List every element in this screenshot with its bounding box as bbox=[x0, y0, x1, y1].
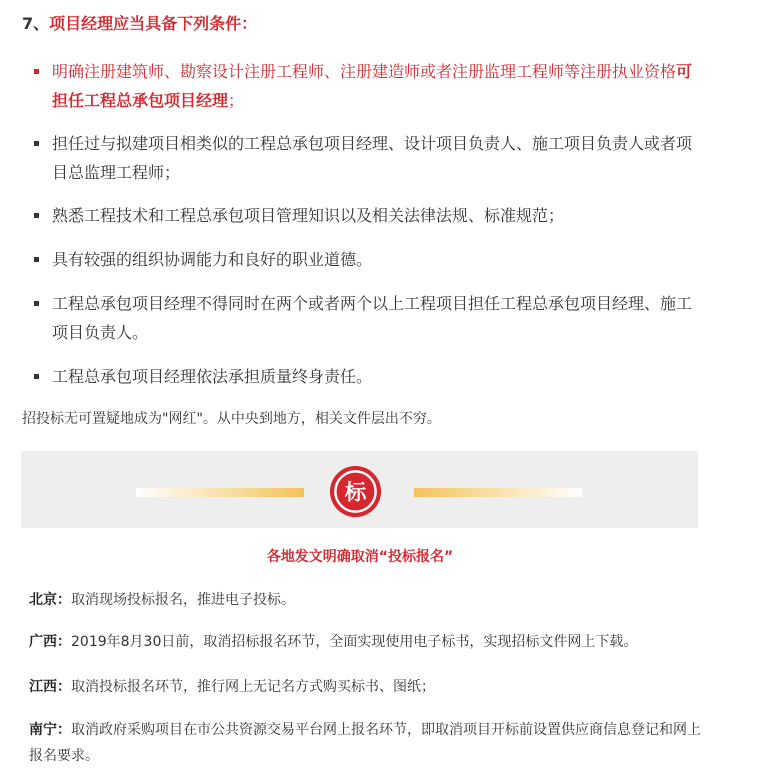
region-item bbox=[29, 629, 709, 655]
section-title: 项目经理应当具备下列条件： bbox=[49, 14, 258, 33]
condition-tail: ； bbox=[228, 91, 245, 110]
region-text: 取消投标报名环节，推行网上无记名方式购买标书、图纸； bbox=[71, 679, 435, 695]
region-item bbox=[29, 717, 709, 769]
region-label: 广西： bbox=[29, 634, 71, 650]
bullet-icon bbox=[34, 257, 39, 262]
bullet-icon bbox=[34, 301, 39, 306]
region-label: 北京： bbox=[29, 592, 71, 608]
bullet-icon bbox=[34, 141, 39, 146]
seal-icon bbox=[328, 464, 383, 519]
region-label: 江西： bbox=[29, 679, 71, 695]
region-item bbox=[29, 674, 709, 700]
banner-bar-right bbox=[414, 488, 582, 497]
bullet-icon bbox=[34, 374, 39, 379]
condition-text: 具有较强的组织协调能力和良好的职业道德。 bbox=[52, 250, 373, 269]
condition-text: 熟悉工程技术和工程总承包项目管理知识以及相关法律法规、标准规范； bbox=[52, 206, 565, 225]
condition-text: 明确注册建筑师、勘察设计注册工程师、注册建造师或者注册监理工程师等注册执业资格 bbox=[52, 62, 677, 81]
condition-item bbox=[34, 129, 702, 187]
condition-text: 工程总承包项目经理依法承担质量终身责任。 bbox=[52, 367, 373, 386]
condition-text: 工程总承包项目经理不得同时在两个或者两个以上工程项目担任工程总承包项目经理、施工项目负责人。 bbox=[52, 294, 693, 342]
condition-item bbox=[34, 362, 702, 391]
condition-text: 担任过与拟建项目相类似的工程总承包项目经理、设计项目负责人、施工项目负责人或者项目总监理工程师； bbox=[52, 134, 693, 182]
intro-text: 招投标无可置疑地成为"网红"。从中央到地方，相关文件层出不穷。 bbox=[22, 411, 441, 427]
section-heading bbox=[22, 11, 257, 34]
region-label: 南宁： bbox=[29, 722, 71, 738]
subtitle: 各地发文明确取消“投标报名” bbox=[266, 549, 454, 565]
seal-char: 标 bbox=[344, 480, 367, 506]
banner-bar-left bbox=[136, 488, 304, 497]
section-banner bbox=[21, 451, 698, 528]
condition-item bbox=[34, 289, 702, 347]
section-number: 7、 bbox=[22, 14, 50, 33]
condition-item bbox=[34, 245, 702, 274]
region-item bbox=[29, 587, 709, 613]
condition-item bbox=[34, 201, 702, 230]
bullet-icon bbox=[34, 69, 39, 74]
condition-emphasis: 可担任工程总承包项目经理 bbox=[52, 62, 693, 110]
condition-item bbox=[34, 57, 702, 115]
bullet-icon bbox=[34, 213, 39, 218]
region-text: 2019年8月30日前，取消招标报名环节，全面实现使用电子标书，实现招标文件网上下载。 bbox=[71, 634, 638, 650]
region-text: 取消现场投标报名，推进电子投标。 bbox=[71, 592, 295, 608]
region-text: 取消政府采购项目在市公共资源交易平台网上报名环节，即取消项目开标前设置供应商信息登记和网上报名要求。 bbox=[29, 722, 701, 764]
